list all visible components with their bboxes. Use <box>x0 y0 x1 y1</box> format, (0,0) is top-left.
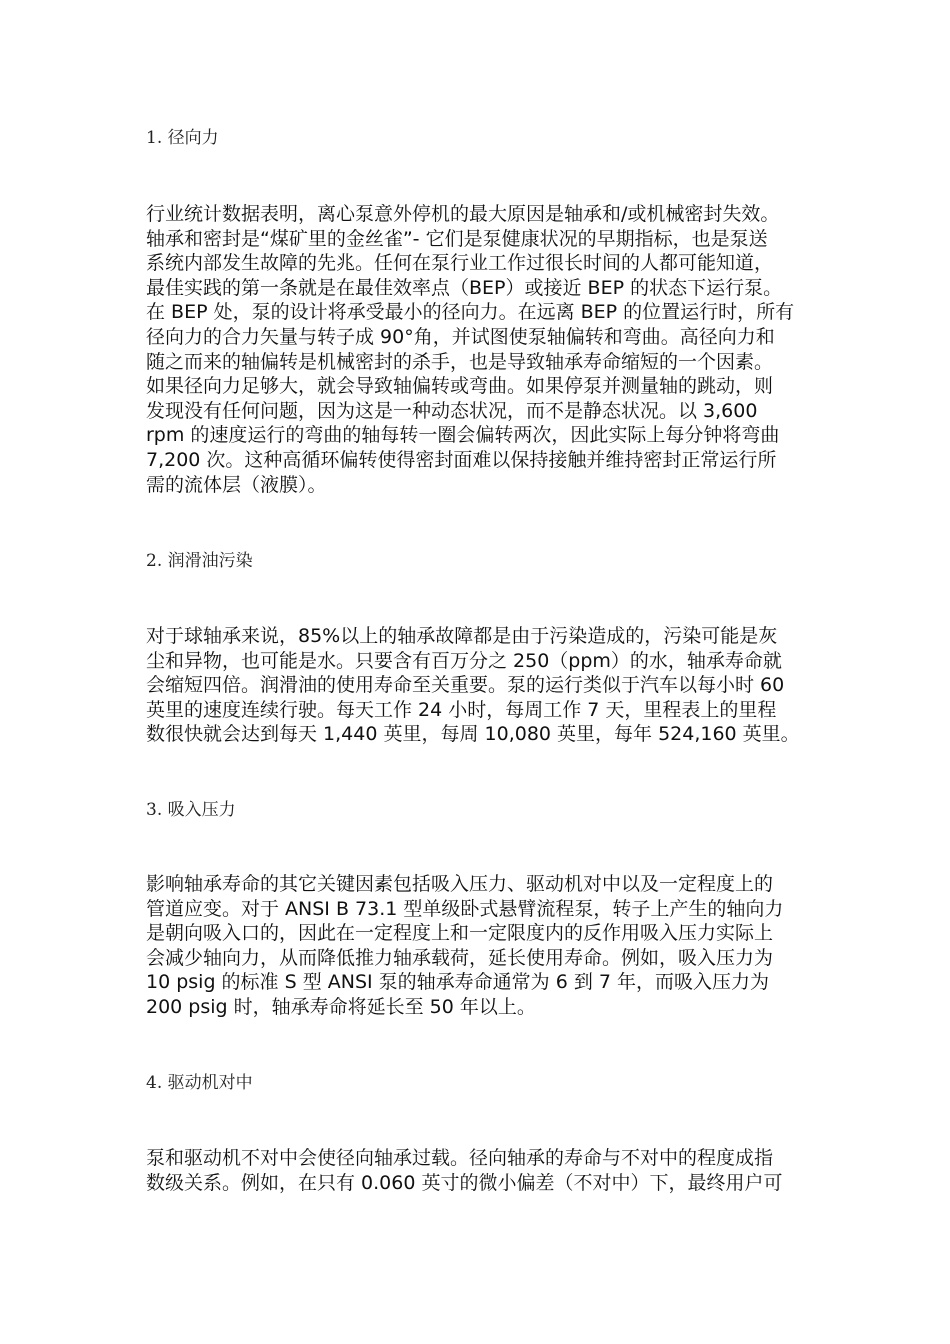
paragraph-line: 10 psig 的标准 S 型 ANSI 泵的轴承寿命通常为 6 到 7 年，而吸入压力为 <box>146 971 769 994</box>
section-2-heading: 2. 润滑油污染 <box>146 551 253 571</box>
paragraph-line: 会缩短四倍。润滑油的使用寿命至关重要。泵的运行类似于汽车以每小时 60 <box>146 674 785 697</box>
paragraph-line: 数级关系。例如，在只有 0.060 英寸的微小偏差（不对中）下，最终用户可 <box>146 1171 783 1194</box>
paragraph-line: 尘和异物，也可能是水。只要含有百万分之 250（ppm）的水，轴承寿命就 <box>146 649 782 672</box>
section-1-paragraph <box>146 202 812 497</box>
paragraph-line: 200 psig 时，轴承寿命将延长至 50 年以上。 <box>146 995 536 1018</box>
paragraph-line: 需的流体层（液膜）。 <box>146 473 327 496</box>
paragraph-line: 行业统计数据表明，离心泵意外停机的最大原因是轴承和/或机械密封失效。 <box>146 203 780 225</box>
section-1-heading: 1. 径向力 <box>146 128 219 148</box>
paragraph-line: 会减少轴向力，从而降低推力轴承载荷，延长使用寿命。例如，吸入压力为 <box>146 946 774 969</box>
section-4-heading: 4. 驱动机对中 <box>146 1073 253 1093</box>
paragraph-line: 7,200 次。这种高循环偏转使得密封面难以保持接触并维持密封正常运行所 <box>146 448 777 471</box>
paragraph-line: 泵和驱动机不对中会使径向轴承过载。径向轴承的寿命与不对中的程度成指 <box>146 1147 774 1169</box>
section-2-paragraph <box>146 624 812 747</box>
section-3-heading: 3. 吸入压力 <box>146 800 236 820</box>
paragraph-line: 系统内部发生故障的先兆。任何在泵行业工作过很长时间的人都可能知道， <box>146 252 774 275</box>
paragraph-line: 数很快就会达到每天 1,440 英里，每周 10,080 英里，每年 524,160 英里。 <box>146 723 800 746</box>
paragraph-line: 英里的速度连续行驶。每天工作 24 小时，每周工作 7 天，里程表上的里程 <box>146 698 777 721</box>
paragraph-line: 如果径向力足够大，就会导致轴偏转或弯曲。如果停泵并测量轴的跳动，则 <box>146 375 774 398</box>
paragraph-line: 径向力的合力矢量与转子成 90°角，并试图使泵轴偏转和弯曲。高径向力和 <box>146 325 775 348</box>
section-3-paragraph <box>146 872 812 1020</box>
paragraph-line: 最佳实践的第一条就是在最佳效率点（BEP）或接近 BEP 的状态下运行泵。 <box>146 276 783 299</box>
paragraph-line: 影响轴承寿命的其它关键因素包括吸入压力、驱动机对中以及一定程度上的 <box>146 873 774 895</box>
section-4-paragraph <box>146 1146 812 1195</box>
paragraph-line: 是朝向吸入口的，因此在一定程度上和一定限度内的反作用吸入压力实际上 <box>146 922 774 945</box>
paragraph-line: 在 BEP 处，泵的设计将承受最小的径向力。在远离 BEP 的位置运行时，所有 <box>146 301 795 324</box>
paragraph-line: 对于球轴承来说，85%以上的轴承故障都是由于污染造成的，污染可能是灰 <box>146 625 778 647</box>
paragraph-line: 随之而来的轴偏转是机械密封的杀手，也是导致轴承寿命缩短的一个因素。 <box>146 350 774 373</box>
paragraph-line: 轴承和密封是“煤矿里的金丝雀”- 它们是泵健康状况的早期指标，也是泵送 <box>146 227 768 250</box>
paragraph-line: 管道应变。对于 ANSI B 73.1 型单级卧式悬臂流程泵，转子上产生的轴向力 <box>146 897 784 920</box>
paragraph-line: 发现没有任何问题，因为这是一种动态状况，而不是静态状况。以 3,600 <box>146 399 758 422</box>
paragraph-line: rpm 的速度运行的弯曲的轴每转一圈会偏转两次，因此实际上每分钟将弯曲 <box>146 424 780 447</box>
